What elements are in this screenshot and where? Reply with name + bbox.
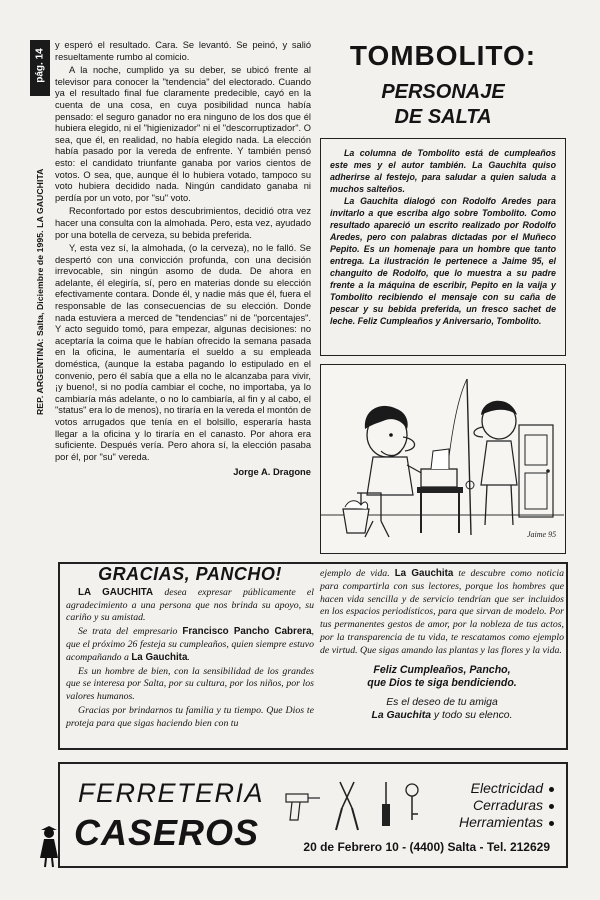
illustration-signature: Jaime 95 (527, 530, 557, 539)
paper-sheet (431, 449, 449, 469)
gracias-right-column (320, 568, 564, 748)
tombolito-body (481, 441, 517, 485)
gracias-text: te descubre como noticia para compartirla con sus lectores, porque los hombres que hacen vida sencilla y de servicio tendrían que ser incluidos en los espacios periodísticos, para que sirvan de modelo. Por tus permanentes gestos de amor, por la nobleza de tus actos, por la transparencia de tu vida, te rescatamos como ejemplo de virtud. Que sigas amando las plantas y las flores y la vida. (320, 568, 564, 656)
man-eye (389, 433, 393, 437)
ad-line-2: CASEROS (74, 812, 260, 853)
wish-line-1: Feliz Cumpleaños, Pancho, (373, 663, 511, 676)
gracias-left-column (66, 564, 314, 748)
tombolito-nose (474, 427, 483, 437)
door-panel (525, 473, 547, 509)
gracias-text: Se trata del empresario (78, 626, 183, 638)
service-item: Cerraduras (459, 797, 554, 814)
gracias-lead: La Gauchita (394, 568, 454, 579)
gracias-text: ejemplo de vida. (320, 568, 395, 579)
man-body (367, 457, 413, 495)
services-list (459, 780, 554, 831)
tools-drawing (280, 774, 440, 844)
crumpled-paper (345, 501, 368, 509)
article-paragraph: A la noche, cumplido ya su deber, se ubicó frente al televisor para conocer la "tendencia" del electorado. Cuando ya el resultado final fue claramente predecible, cayó en la cuenta de una cosa, en cuya posibilidad nunca había pensado: el seguro ganador no era ninguno de los dos que él hubiera elegido, ni el "higienizador" ni el "descorruptizador". O sea, que él, en realidad, no había elegido nada. La elección había pasado por la vereda de enfrente. Y también pensó esto: el candidato triunfante ganaba por varios cientos de votos. O sea, que, aunque él lo hubiera votado, tampoco su voto hubiera decidido nada. Ningún candidato ganaba ni perdía por un voto, por "su" voto. (55, 65, 311, 203)
article-paragraph: Reconfortado por estos descubrimientos, decidió otra vez hacer una consulta con la almohada. Pero, esta vez, ayudado por una botella de cerveza, su bebida preferida. (55, 206, 311, 240)
closing-wish (320, 696, 564, 722)
bullet-icon (549, 804, 554, 809)
bullet-icon (549, 821, 554, 826)
tombolito-legs (485, 485, 513, 525)
closing-lead: La Gauchita (371, 709, 432, 721)
gracias-text: , que el próximo 26 festeja su cumpleaños, quien siempre estuvo acompañando a (66, 626, 314, 663)
closing-text: y todo su elenco. (431, 709, 513, 721)
gracias-right-paragraph (320, 568, 564, 658)
service-item: Electricidad (459, 780, 554, 797)
gracias-text: desea expresar públicamente el agradecimiento a una persona que nos brinda su apoyo, su cariño y su amistad. (66, 586, 314, 624)
desk-top (417, 487, 463, 493)
gracias-lead: LA GAUCHITA (78, 586, 154, 598)
tombolito-paragraph: La columna de Tombolito está de cumpleaños este mes y el autor también. La Gauchita quiso adherirse al festejo, para saludar a quien saluda a muchos salteños. (330, 148, 556, 194)
gauchita-mascot-icon (38, 826, 60, 868)
gracias-text: . (187, 651, 190, 663)
wish-line-2: que Dios te siga bendiciendo. (367, 676, 517, 689)
tombolito-box (320, 138, 566, 356)
gracias-paragraph: Gracias por brindarnos tu familia y tu tiempo. Que Dios te proteja para que sigas haciendo bien con tu (66, 704, 314, 729)
gracias-box (58, 562, 568, 750)
subtitle-line-2: DE SALTA (394, 106, 492, 128)
cartoon-illustration (320, 364, 566, 554)
tombolito-subtitle (318, 80, 568, 130)
screwdriver-icon (382, 782, 390, 826)
page-number: pág. 14 (34, 48, 46, 83)
waste-basket (343, 509, 369, 533)
article-author: Jorge A. Dragone (233, 466, 311, 478)
door-panel (525, 435, 547, 465)
publication-line: REP. ARGENTINA: Salta, Diciembre de 1995. LA GAUCHITA (35, 168, 45, 415)
fishing-line (449, 379, 467, 457)
door-knob (546, 469, 550, 473)
drill-icon (286, 794, 320, 820)
ferreteria-ad (58, 762, 568, 868)
gracias-paragraph (66, 626, 314, 664)
article-paragraph: y esperó el resultado. Cara. Se levantó. Se peinó, y salió resueltamente rumbo al comicio. (55, 40, 311, 62)
birthday-wish (320, 664, 564, 690)
closing-line-2 (320, 709, 564, 722)
article-paragraph: Y, esta vez sí, la almohada, (o la cerveza), no le falló. Se despertó con una convicción profunda, con una decisión irrevocable, sin ningún asomo de duda. De ahora en adelante, él elegiría, sí, pero en materias donde su elección efectivamente contara. Donde él, y nadie más que él, fuera el responsable de las consecuencias de su elección. Donde nada estuviera a merced de "tendencias" ni de "porcentajes". Y acto seguido tomó, para empezar, algunas decisiones: no aceptaría la coima que le habían ofrecido la semana pasada en la oficina, le aumentaría el sueldo a su empleada doméstica, (aunque la estaba pagando lo estipulado en el convenio, pero él sabía que a ella no le alcanzaba para vivir, ¡y bueno!, si no podía cambiar el coche, no importaba, ya lo cambiaría más adelante, o no lo cambiaría, al fin y al cabo, el "status" era lo de menos), no tiraría en la vereda el montón de votos arrugados que tenía en el bolsillo, esperaría hasta llegar a la oficina y lo tiraría en el canasto. Por ahora era suficiente. Después vería. Pero ahora sí, la elección pasaba por él, por "su" vereda. (55, 243, 311, 462)
ad-line-1: FERRETERIA (78, 778, 265, 808)
gracias-paragraph (66, 587, 314, 625)
ad-address: 20 de Febrero 10 - (4400) Salta - Tel. 212629 (303, 840, 550, 854)
service-item: Herramientas (459, 814, 554, 831)
gracias-lead: Francisco Pancho Cabrera (182, 626, 312, 638)
typewriter (421, 469, 457, 487)
closing-line-1: Es el deseo de tu amiga (386, 696, 498, 708)
gracias-lead: La Gauchita (131, 651, 188, 663)
gracias-paragraph: Es un hombre de bien, con la sensibilidad de los grandes que se interesa por Salta, por su cultura, por los niños, por los valores humanos. (66, 665, 314, 703)
tombolito-title: TOMBOLITO: (349, 40, 537, 71)
key-icon (406, 784, 418, 820)
article-column (55, 40, 311, 552)
pliers-icon (336, 782, 358, 830)
fishing-rod (467, 379, 471, 535)
gracias-title: GRACIAS, PANCHO! (98, 564, 282, 584)
subtitle-line-1: PERSONAJE (381, 81, 505, 103)
page-sidebar (30, 40, 50, 415)
cartoon-drawing (321, 365, 564, 552)
bullet-icon (549, 787, 554, 792)
tombolito-paragraph: La Gauchita dialogó con Rodolfo Aredes para invitarlo a que escriba algo sobre Tombolito. Como resultado apareció un escrito realizado por Rodolfo Aredes, pero con palabras dictadas por el Muñeco Pepito. Es un homenaje para un hombre que tanto entrega. La ilustración le pertenece a Jaime 95, el changuito de Rodolfo, que lo muestra a su padre frente a la máquina de escribir, Pepito en la vaija y Tombolito recibiendo el mensaje con su caña de pescar y su bebida preferida, un fresco sachet de leche. Feliz Cumpleaños y Aniversario, Tombolito. (330, 196, 556, 326)
